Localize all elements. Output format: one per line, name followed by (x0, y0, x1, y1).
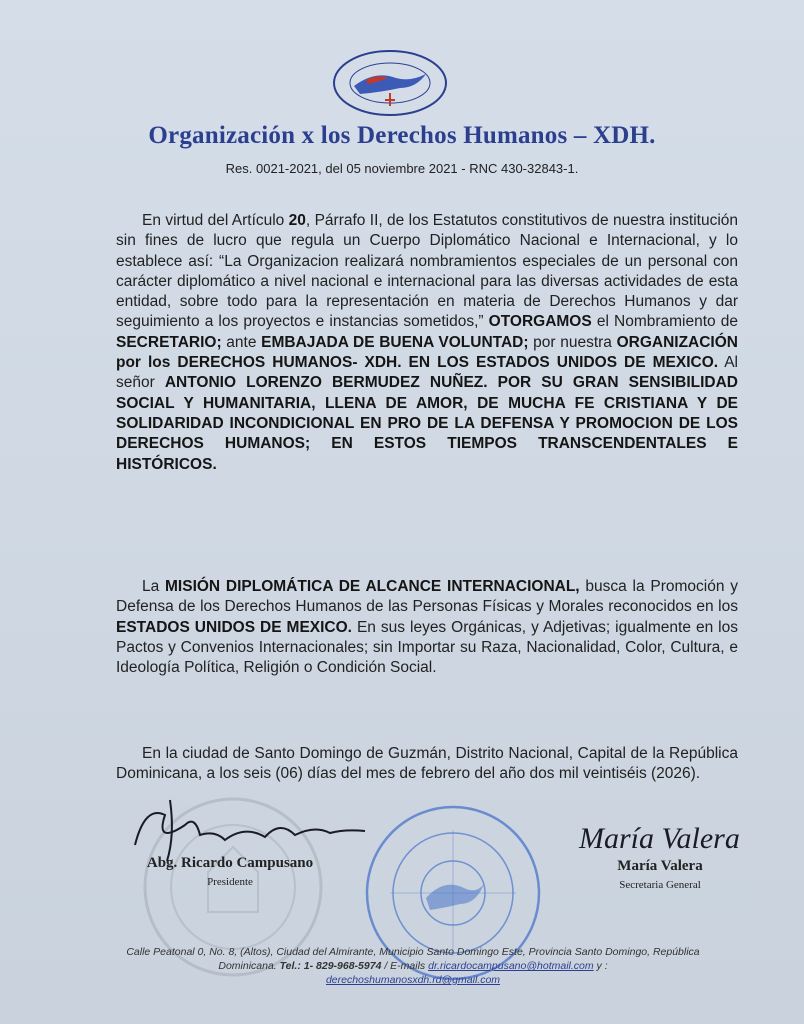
text-run: OTORGAMOS (488, 313, 592, 331)
paragraph-place-date (116, 744, 738, 785)
text-run: En la ciudad de Santo Domingo de Guzmán, Distrito Nacional, Capital de la República Dominicana, a los seis (06) días del mes de febrero del año dos mil veintiséis (2026). (116, 745, 738, 783)
secretary-name: María Valera (617, 858, 703, 874)
text-run: el Nombramiento de (591, 313, 739, 331)
text-run: 20 (288, 212, 306, 229)
footer-phone: Tel.: 1- 829-968-5974 (279, 960, 382, 972)
text-run: La (142, 578, 166, 595)
footer-address: Calle Peatonal 0, No. 8, (Altos), Ciudad del Almirante, Municipio Santo Domingo Este, Provincia Santo Domingo, República Dominicana. (126, 946, 700, 972)
paragraph-appointment-text (116, 212, 738, 473)
paragraph-mission-text (116, 578, 738, 676)
text-run: ante (221, 333, 262, 351)
text-run: MISIÓN DIPLOMÁTICA DE ALCANCE INTERNACIONAL, (165, 578, 580, 595)
text-run: , Párrafo II, de los Estatutos constitutivos de nuestra institución sin fines de lucro que regula un Cuerpo Diplomático Nacional e Internacional, y lo establece así: “La Organizacion realizará nombramientos especiales de un personal con carácter diplomático a nivel nacional e internacional para las diversas actividades de esta entidad, sobre todo para la representación en materia de Derechos Humanos y dar seguimiento a los proyectos e instancias sometidos,” (116, 212, 739, 331)
president-name: Abg. Ricardo Campusano (146, 855, 314, 871)
text-run: En virtud del Artículo (142, 212, 289, 229)
text-run: busca la Promoción y Defensa de los Derechos Humanos de las Personas Físicas y Morales reconocidos en los (116, 578, 738, 616)
organization-title: Organización x los Derechos Humanos – XDH. (148, 122, 656, 149)
text-run: ESTADOS UNIDOS DE MEXICO. (116, 618, 352, 636)
paragraph-mission (116, 577, 738, 678)
secretary-handwriting: María Valera (579, 822, 740, 855)
text-run: SECRETARIO; (116, 333, 222, 351)
secretary-signature-icon (575, 812, 775, 860)
paragraph-place-date-text (116, 745, 738, 782)
footer-email-link-1[interactable]: dr.ricardocampusano@hotmail.com (428, 960, 594, 972)
text-run: por nuestra (528, 333, 617, 351)
footer-contact (118, 945, 708, 987)
paragraph-appointment (116, 211, 738, 475)
resolution-subtitle: Res. 0021-2021, del 05 noviembre 2021 - RNC 430-32843-1. (225, 161, 579, 176)
text-run: ANTONIO LORENZO BERMUDEZ NUÑEZ. POR SU GRAN SENSIBILIDAD SOCIAL Y HUMANITARIA, LLENA DE AMOR, DE MUCHA FE CRISTIANA Y DE SOLIDARIDAD INCONDICIONAL EN PRO DE LA DEFENSA Y PROMOCION DE LOS DERECHOS HUMANOS; EN ESTOS TIEMPOS TRANSCENDENTALES E HISTÓRICOS. (116, 374, 738, 473)
footer-emails-label: / E-mails (384, 960, 426, 972)
president-role: Presidente (207, 876, 253, 888)
footer-email-link-2[interactable]: derechoshumanosxdh.rd@gmail.com (325, 974, 501, 986)
text-run: En sus leyes Orgánicas, y Adjetivas; igualmente en los Pactos y Convenios Internacionales; sin Importar su Raza, Nacionalidad, Color, Cultura, e Ideología Política, Religión o Condición Social. (116, 618, 738, 677)
organization-logo-icon (330, 48, 450, 118)
text-run: ORGANIZACIÓN por los DERECHOS HUMANOS- XDH. EN LOS ESTADOS UNIDOS DE MEXICO. (116, 333, 738, 372)
text-run: EMBAJADA DE BUENA VOLUNTAD; (261, 333, 529, 351)
footer-email-separator: y : (596, 960, 608, 972)
text-run: Al señor (116, 354, 739, 392)
secretary-role: Secretaria General (619, 879, 701, 891)
